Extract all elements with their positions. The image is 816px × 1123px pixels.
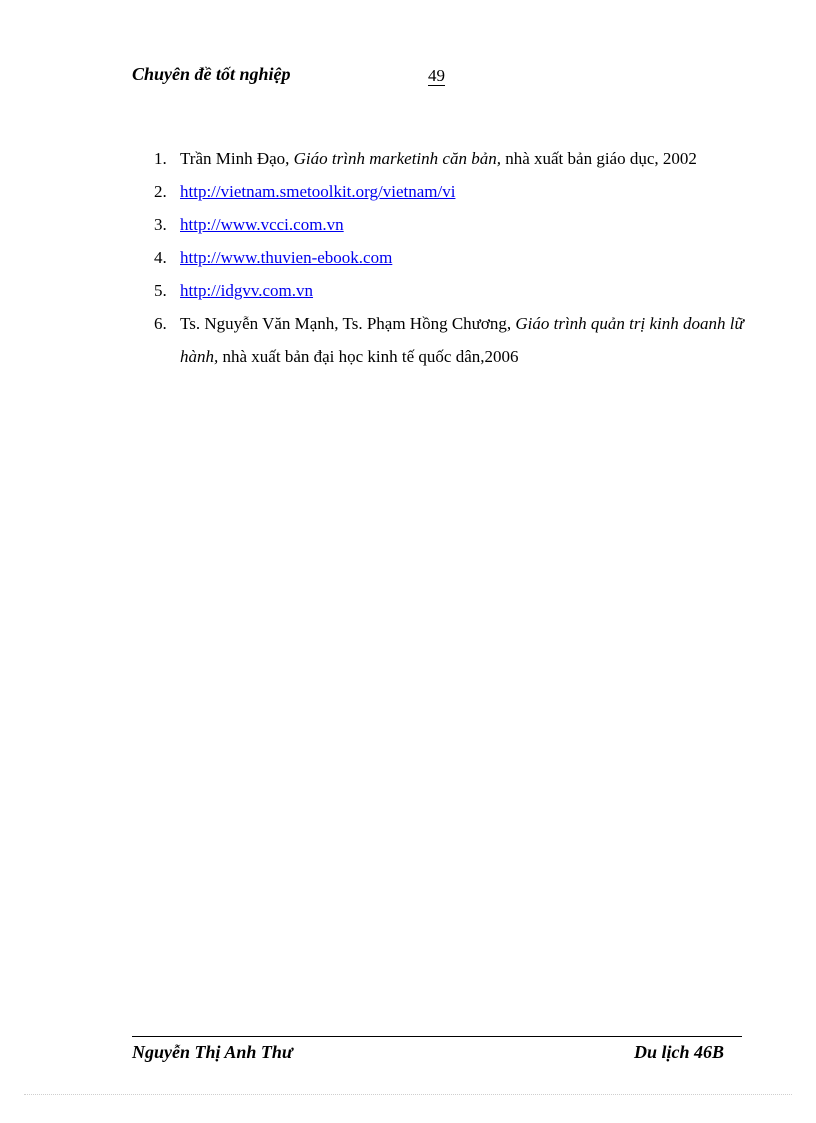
footer-divider <box>132 1036 742 1037</box>
reference-number: 5. <box>154 281 167 300</box>
reference-item <box>150 307 750 373</box>
reference-link[interactable]: http://www.vcci.com.vn <box>180 215 344 234</box>
reference-item <box>150 241 750 274</box>
reference-item <box>150 274 750 307</box>
reference-item <box>150 175 750 208</box>
footer-author: Nguyễn Thị Anh Thư <box>132 1042 293 1062</box>
reference-text <box>180 182 455 201</box>
reference-text <box>180 281 313 300</box>
reference-item <box>150 208 750 241</box>
page-number: 49 <box>428 66 445 85</box>
footer-class: Du lịch 46B <box>633 1042 724 1062</box>
reference-number: 2. <box>154 182 167 201</box>
reference-number: 3. <box>154 215 167 234</box>
reference-text <box>180 215 344 234</box>
reference-number: 6. <box>154 314 167 333</box>
reference-text <box>180 314 744 366</box>
reference-title: Giáo trình marketinh căn bản, <box>293 149 501 168</box>
reference-text <box>180 248 392 267</box>
reference-number: 1. <box>154 149 167 168</box>
reference-text <box>180 149 697 168</box>
reference-link[interactable]: http://vietnam.smetoolkit.org/vietnam/vi <box>180 182 456 201</box>
reference-title: Giáo trình quản trị kinh doanh lữ hành, <box>180 314 744 366</box>
reference-publisher: nhà xuất bản giáo dục, 2002 <box>500 149 697 168</box>
reference-author: Trần Minh Đạo, <box>180 149 294 168</box>
page-edge-divider <box>24 1094 792 1095</box>
reference-number: 4. <box>154 248 167 267</box>
header-title: Chuyên đề tốt nghiệp <box>132 64 291 84</box>
reference-author: Ts. Nguyễn Văn Mạnh, Ts. Phạm Hồng Chương, <box>180 314 516 333</box>
reference-publisher: nhà xuất bản đại học kinh tế quốc dân,2006 <box>218 347 519 366</box>
reference-link[interactable]: http://idgvv.com.vn <box>180 281 314 300</box>
reference-link[interactable]: http://www.thuvien-ebook.com <box>180 248 393 267</box>
reference-item <box>150 142 750 175</box>
reference-list <box>150 142 750 373</box>
